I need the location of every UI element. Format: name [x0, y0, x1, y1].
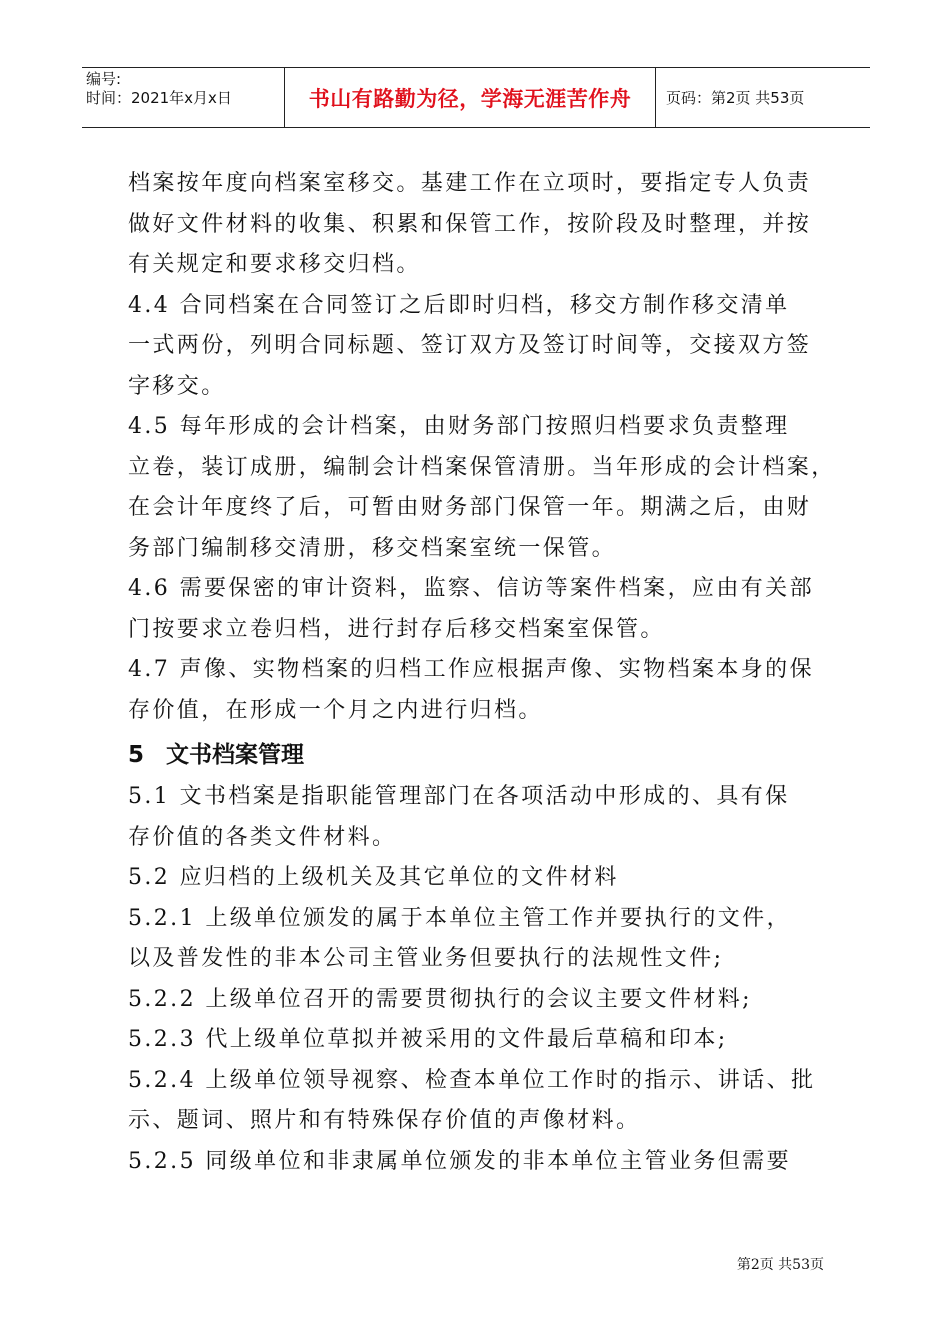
body-line: 门按要求立卷归档，进行封存后移交档案室保管。: [128, 616, 665, 642]
body-line: 务部门编制移交清册，移交档案室统一保管。: [128, 535, 617, 561]
body-line: 5.2.2 上级单位召开的需要贯彻执行的会议主要文件材料;: [128, 986, 752, 1012]
body-line: 5.2.3 代上级单位草拟并被采用的文件最后草稿和印本;: [128, 1027, 728, 1052]
header-page-number: 页码：第2页 共53页: [666, 89, 805, 107]
body-line: 4.7 声像、实物档案的归档工作应根据声像、实物档案本身的保: [128, 657, 814, 682]
body-line: 档案按年度向档案室移交。基建工作在立项时，要指定专人负责: [128, 171, 812, 196]
page-footer: 第2页 共53页: [736, 1257, 824, 1273]
section-number: 5: [128, 742, 145, 768]
body-line: 存价值，在形成一个月之内进行归档。: [128, 697, 543, 723]
serial-label: 编号:: [86, 70, 122, 88]
body-line: 4.5 每年形成的会计档案，由财务部门按照归档要求负责整理: [128, 414, 790, 439]
body-line: 5.1 文书档案是指职能管理部门在各项活动中形成的、具有保: [128, 784, 790, 809]
body-line: 以及普发性的非本公司主管业务但要执行的法规性文件;: [128, 946, 724, 971]
body-line: 4.6 需要保密的审计资料，监察、信访等案件档案，应由有关部: [128, 576, 814, 601]
body-line: 5.2.5 同级单位和非隶属单位颁发的非本单位主管业务但需要: [128, 1148, 791, 1174]
body-line: 字移交。: [128, 373, 226, 399]
document-body: [128, 164, 836, 1182]
page-header: [82, 67, 870, 128]
body-line: 立卷，装订成册，编制会计档案保管清册。当年形成的会计档案，: [128, 454, 836, 480]
body-line: 一式两份，列明合同标题、签订双方及签订时间等，交接双方签: [128, 333, 812, 358]
body-line: 5.2.1 上级单位颁发的属于本单位主管工作并要执行的文件，: [128, 905, 791, 931]
time-label: 时间：2021年x月x日: [86, 89, 232, 107]
body-line: 5.2 应归档的上级机关及其它单位的文件材料: [128, 865, 619, 890]
body-line: 在会计年度终了后，可暂由财务部门保管一年。期满之后，由财: [128, 495, 812, 520]
body-line: 有关规定和要求移交归档。: [128, 252, 421, 277]
header-motto: 书山有路勤为径，学海无涯苦作舟: [284, 68, 656, 127]
body-line: 存价值的各类文件材料。: [128, 824, 397, 850]
body-line: 5.2.4 上级单位领导视察、检查本单位工作时的指示、讲话、批: [128, 1067, 816, 1093]
body-line: 4.4 合同档案在合同签订之后即时归档，移交方制作移交清单: [128, 292, 790, 318]
body-line: 做好文件材料的收集、积累和保管工作，按阶段及时整理，并按: [128, 211, 812, 237]
section-title: 文书档案管理: [166, 742, 305, 768]
body-line: 示、题词、照片和有特殊保存价值的声像材料。: [128, 1108, 641, 1133]
section-heading: [128, 733, 828, 777]
header-meta: [82, 68, 284, 127]
